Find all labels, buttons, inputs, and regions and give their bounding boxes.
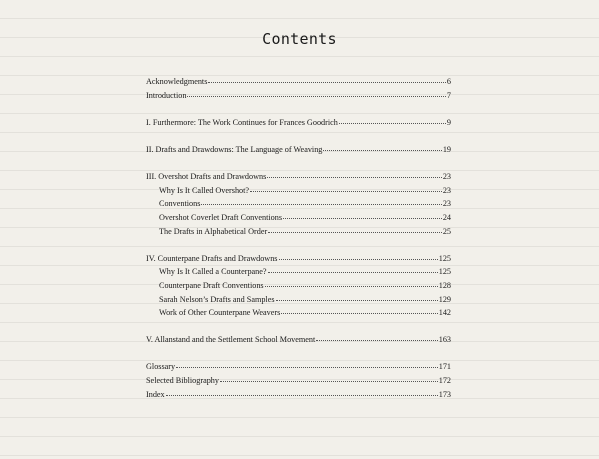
toc-entry-label: IV. Counterpane Drafts and Drawdowns — [146, 253, 278, 263]
toc-entry-page-number: 128 — [438, 280, 451, 290]
toc-entry-page-number: 23 — [442, 185, 451, 195]
toc-entry-label: Introduction — [146, 90, 187, 100]
toc-entry-label: Why Is It Called Overshot? — [159, 185, 250, 195]
toc-entry-page-number: 163 — [438, 335, 451, 345]
toc-entry — [146, 252, 451, 266]
table-of-contents — [146, 75, 451, 401]
dot-leader — [166, 395, 438, 396]
page-title: Contents — [262, 30, 337, 48]
dot-leader — [283, 218, 442, 219]
toc-entry-label: Glossary — [146, 362, 176, 372]
toc-entry-page-number: 7 — [446, 90, 451, 100]
section-gap — [146, 347, 451, 361]
toc-entry-page-number: 142 — [438, 308, 451, 318]
toc-subentry — [146, 197, 451, 211]
dot-leader — [176, 367, 438, 368]
dot-leader — [276, 300, 438, 301]
section-gap — [146, 129, 451, 143]
section-gap — [146, 238, 451, 252]
toc-subentry — [146, 306, 451, 320]
toc-entry-label: Acknowledgments — [146, 77, 208, 86]
toc-entry-page-number: 172 — [438, 376, 451, 386]
toc-entry-label: III. Overshot Drafts and Drawdowns — [146, 172, 267, 182]
toc-entry — [146, 143, 451, 157]
toc-entry — [146, 360, 451, 374]
section-gap — [146, 320, 451, 334]
toc-subentry — [146, 279, 451, 293]
toc-entry-page-number: 24 — [442, 212, 451, 222]
toc-entry-label: Counterpane Draft Conventions — [159, 280, 264, 290]
dot-leader — [339, 123, 446, 124]
dot-leader — [268, 232, 442, 233]
dot-leader — [201, 204, 441, 205]
toc-subentry — [146, 211, 451, 225]
toc-subentry — [146, 225, 451, 239]
toc-entry-label: II. Drafts and Drawdowns: The Language of Weaving — [146, 144, 323, 154]
toc-entry — [146, 75, 451, 89]
toc-subentry — [146, 293, 451, 307]
dot-leader — [316, 340, 437, 341]
toc-entry — [146, 388, 451, 402]
section-gap — [146, 157, 451, 171]
toc-entry-label: V. Allanstand and the Settlement School Movement — [146, 335, 316, 345]
toc-entry-label: Index — [146, 389, 165, 399]
dot-leader — [220, 381, 438, 382]
dot-leader — [268, 272, 438, 273]
toc-entry-page-number: 6 — [446, 77, 451, 86]
toc-entry-label: Conventions — [159, 199, 201, 209]
toc-entry-label: The Drafts in Alphabetical Order — [159, 226, 268, 236]
dot-leader — [208, 82, 446, 83]
dot-leader — [281, 313, 437, 314]
dot-leader — [250, 191, 442, 192]
toc-entry-page-number: 173 — [438, 389, 451, 399]
toc-entry-page-number: 25 — [442, 226, 451, 236]
toc-entry-label: Selected Bibliography — [146, 376, 219, 386]
toc-entry-page-number: 125 — [438, 267, 451, 277]
toc-entry-label: Overshot Coverlet Draft Conventions — [159, 212, 283, 222]
section-gap — [146, 102, 451, 116]
toc-entry-label: Work of Other Counterpane Weavers — [159, 308, 281, 318]
toc-subentry — [146, 184, 451, 198]
toc-entry-page-number: 19 — [442, 144, 451, 154]
dot-leader — [279, 259, 438, 260]
toc-entry-label: I. Furthermore: The Work Continues for Frances Goodrich — [146, 117, 338, 127]
toc-entry — [146, 374, 451, 388]
toc-entry-page-number: 23 — [442, 199, 451, 209]
dot-leader — [187, 96, 445, 97]
toc-entry — [146, 170, 451, 184]
toc-entry-page-number: 171 — [438, 362, 451, 372]
toc-entry — [146, 89, 451, 103]
toc-entry — [146, 116, 451, 130]
dot-leader — [267, 177, 442, 178]
toc-entry-page-number: 23 — [442, 172, 451, 182]
toc-entry-label: Why Is It Called a Counterpane? — [159, 267, 267, 277]
toc-entry-page-number: 9 — [446, 117, 451, 127]
toc-entry-page-number: 129 — [438, 294, 451, 304]
toc-entry-label: Sarah Nelson’s Drafts and Samples — [159, 294, 275, 304]
toc-entry — [146, 333, 451, 347]
dot-leader — [265, 286, 438, 287]
toc-entry-page-number: 125 — [438, 253, 451, 263]
dot-leader — [323, 150, 441, 151]
toc-subentry — [146, 265, 451, 279]
